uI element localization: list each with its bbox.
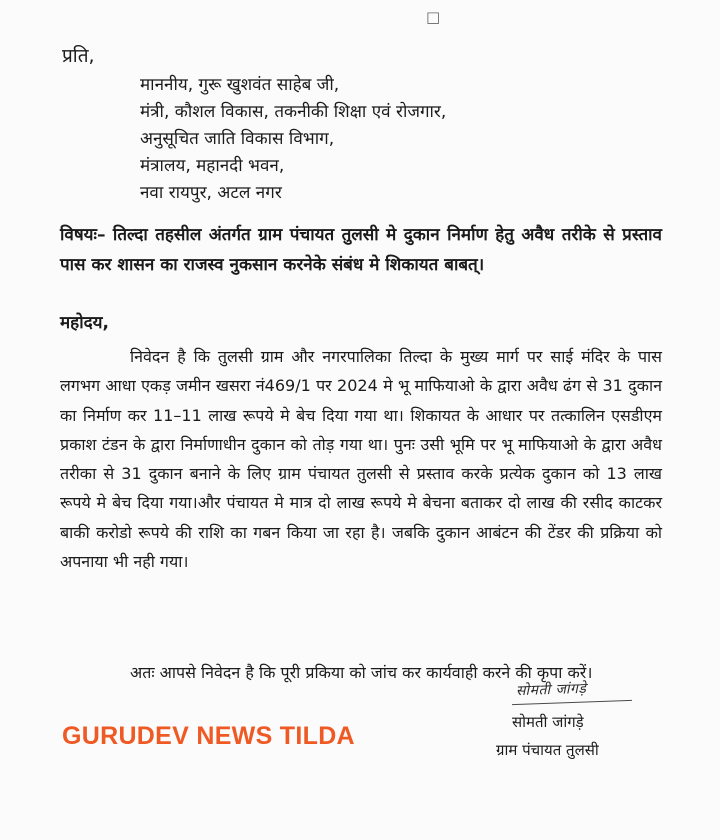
addressee-line: मंत्रालय, महानदी भवन, [140,156,285,176]
closing-paragraph: अतः आपसे निवेदन है कि पूरी प्रकिया को जांच कर कार्यवाही करने की कृपा करें। [130,663,593,682]
addressee-block [140,72,446,207]
greeting: महोदय, [60,313,109,333]
news-watermark: GURUDEV NEWS TILDA [62,722,355,750]
addressee-line: माननीय, गुरू खुशवंत साहेब जी, [140,75,340,95]
subject-text: तिल्दा तहसील अंतर्गत ग्राम पंचायत तुलसी मे दुकान निर्माण हेतु अवैध तरीके से प्रस्ताव पास कर शासन का राजस्व नुकसान करनेके संबंध मे शिकायत बाबत्। [60,225,662,275]
subject-label: विषयः– [60,225,106,245]
handwritten-signature: सोमती जांगड़े [515,680,587,700]
signature-underline [512,700,632,705]
signer-organization: ग्राम पंचायत तुलसी [496,741,599,759]
salutation: प्रति, [62,45,95,67]
body-paragraph: निवेदन है कि तुलसी ग्राम और नगरपालिका तिल्दा के मुख्य मार्ग पर साई मंदिर के पास लगभग आधा एकड़ जमीन खसरा नं469/1 पर 2024 मे भू माफियाओ के द्वारा अवैध ढंग से 31 दुकान का निर्माण कर 11–11 लाख रूपये मे बेच दिया गया था। शिकायत के आधार पर तत्कालिन एसडीएम प्रकाश टंडन के द्वारा निर्माणाधीन दुकान को तोड़ गया था। पुनः उसी भूमि पर भू माफियाओ के द्वारा अवैध तरीका से 31 दुकान बनाने के लिए ग्राम पंचायत तुलसी से प्रस्ताव करके प्रत्येक दुकान को 13 लाख रूपये मे बेच दिया गया।और पंचायत मे मात्र दो लाख रूपये मे बेचना बताकर दो लाख की रसीद काटकर बाकी करोडो रूपये की राशि का गबन किया जा रहा है। जबकि दुकान आबंटन की टेंडर की प्रक्रिया को अपनाया भी नही गया। [60,347,662,572]
subject-block [60,220,662,280]
addressee-line: नवा रायपुर, अटल नगर [140,183,282,203]
signer-name: सोमती जांगड़े [512,713,584,731]
addressee-line: अनुसूचित जाति विकास विभाग, [140,129,335,149]
addressee-line: मंत्री, कौशल विकास, तकनीकी शिक्षा एवं रोजगार, [140,102,447,122]
corner-mark: □ [426,8,441,26]
